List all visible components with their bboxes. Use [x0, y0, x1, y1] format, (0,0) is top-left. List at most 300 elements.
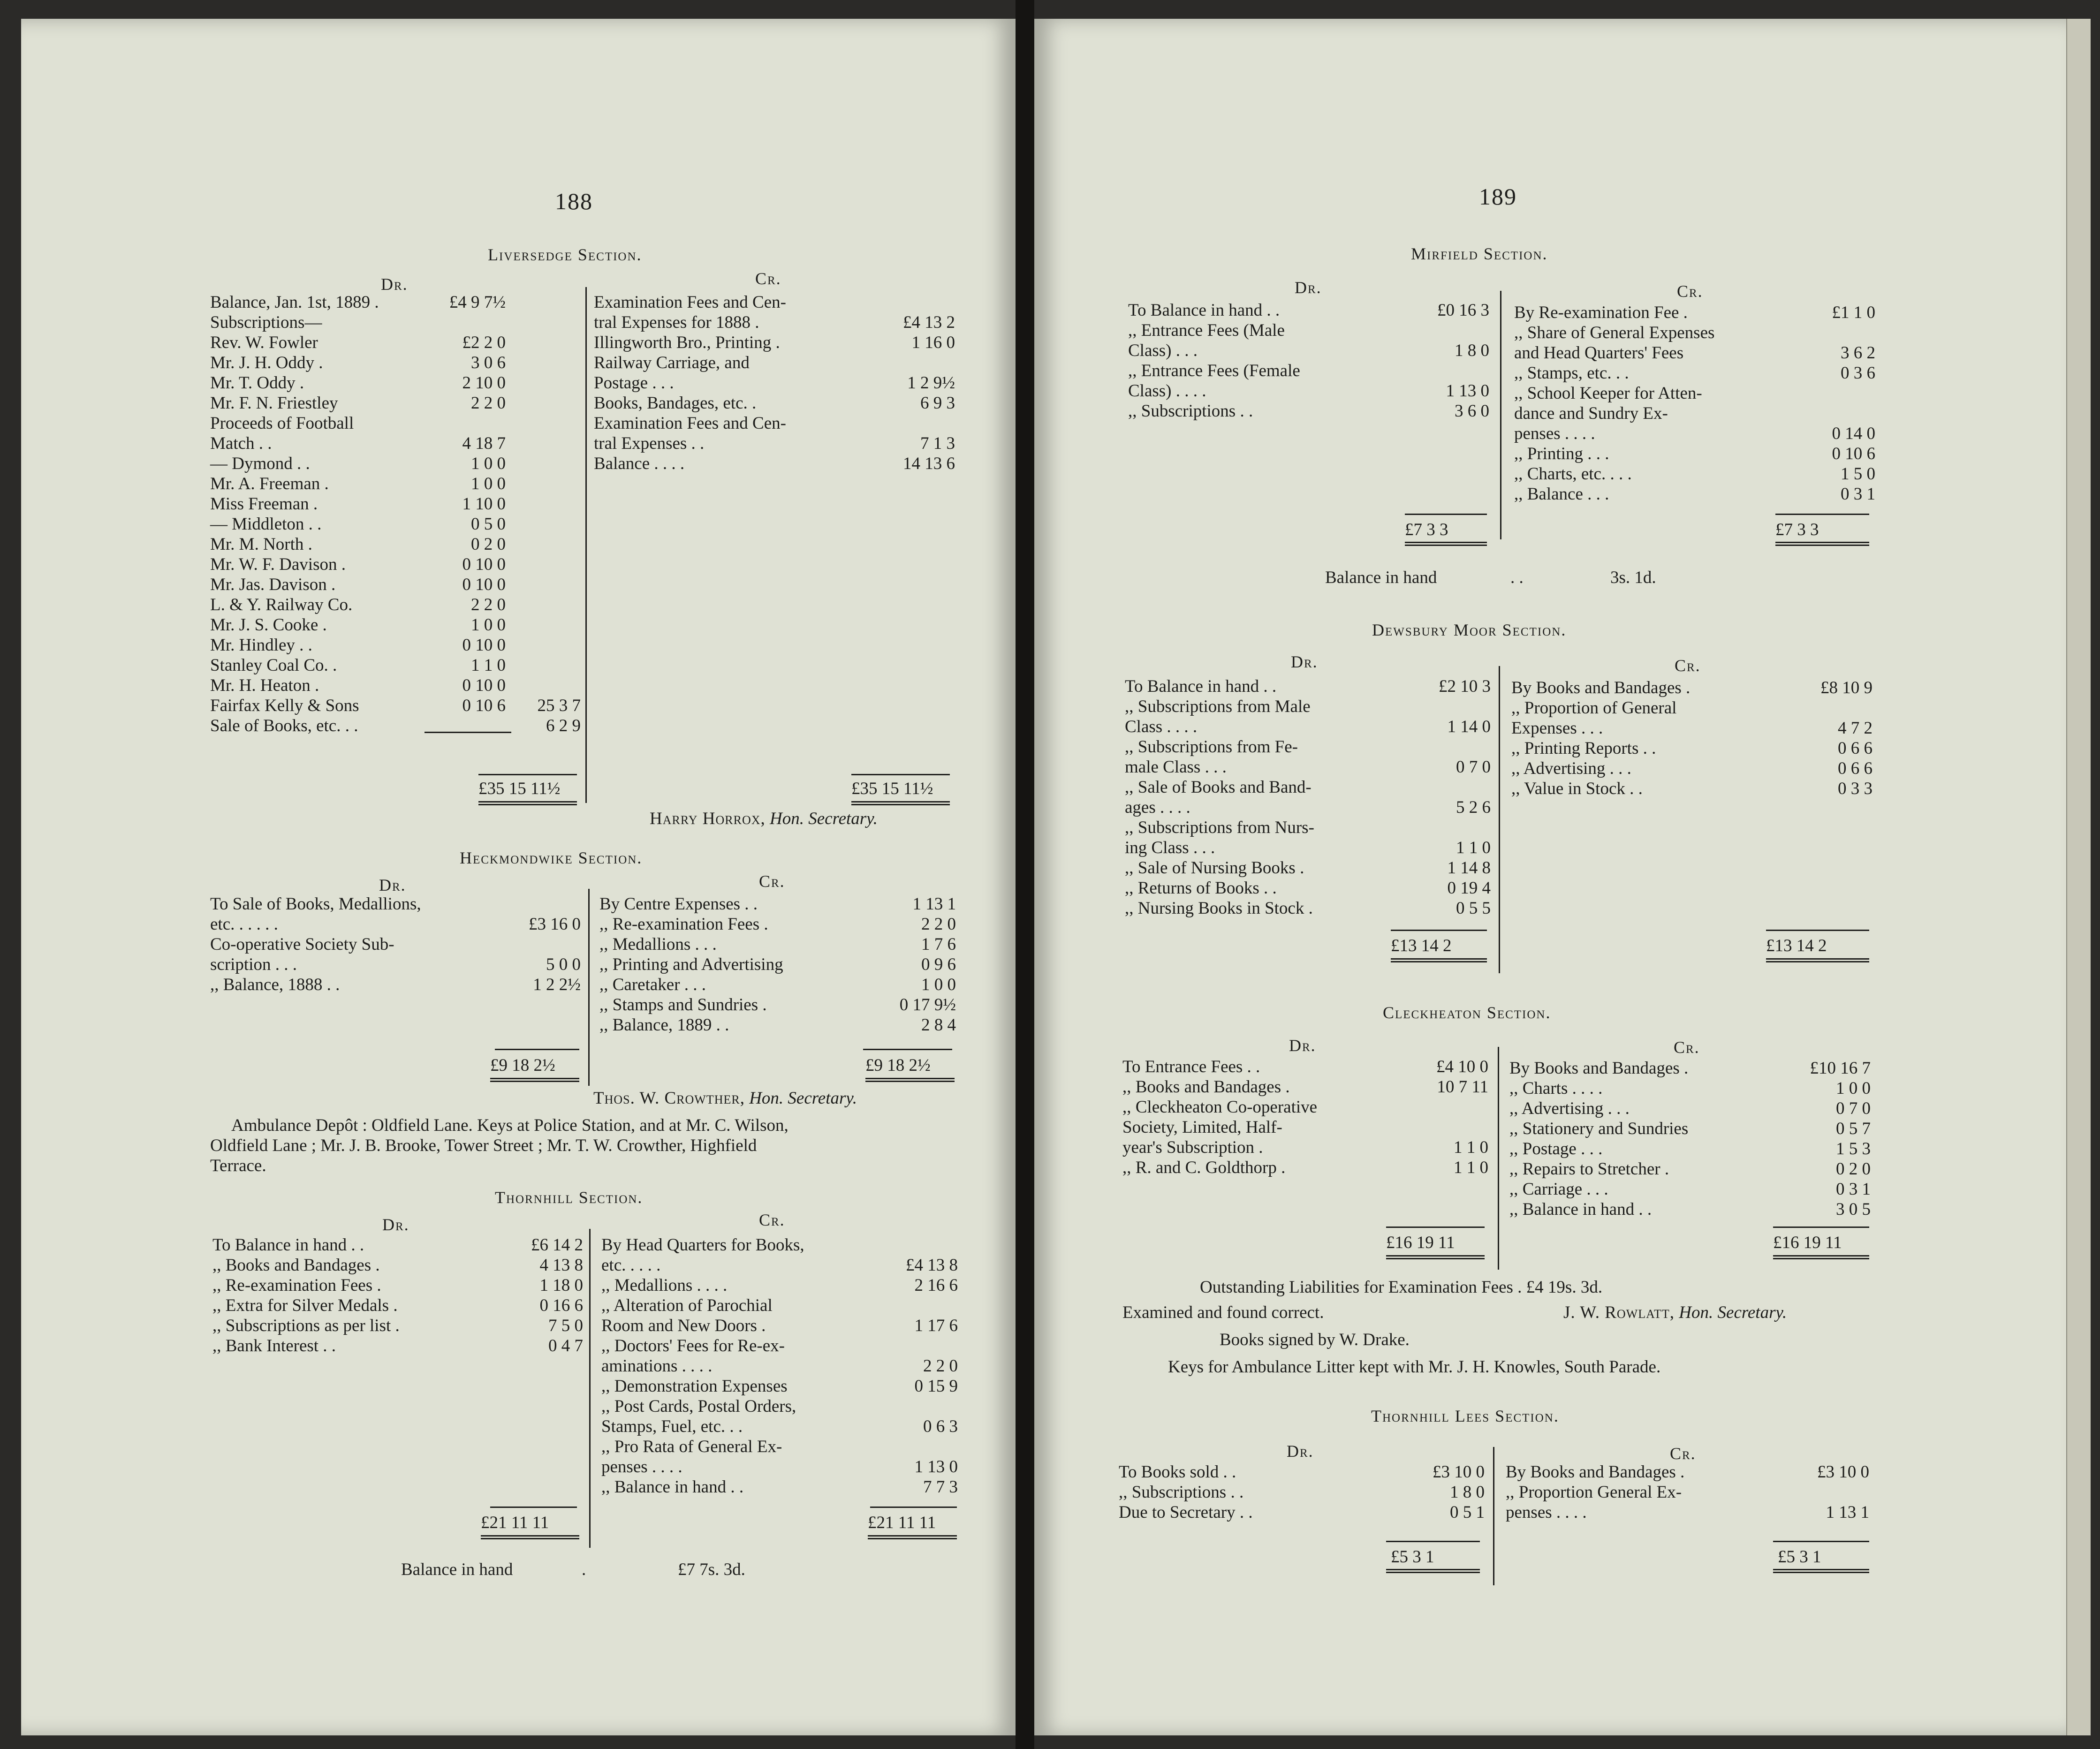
thornhill-divider	[589, 1229, 591, 1548]
ledger-row	[1511, 758, 1873, 779]
ledger-item-amount: 2 2 0	[471, 394, 506, 413]
ledger-item-description: Postage . . .	[594, 373, 674, 393]
ledger-item-amount: 0 7 0	[1836, 1099, 1871, 1118]
ledger-item-description: ,, Repairs to Stretcher .	[1509, 1159, 1669, 1179]
ledger-row	[1119, 1502, 1485, 1522]
ledger-item-amount: £4 9 7½	[449, 293, 506, 312]
cleckheaton-dr-label: Dr.	[1289, 1036, 1316, 1055]
thornhill-lees-credit-column	[1506, 1462, 1869, 1522]
ledger-item-description: By Re-examination Fee .	[1514, 303, 1688, 322]
ledger-row	[601, 1356, 958, 1376]
liversedge-dr-label: Dr.	[381, 275, 408, 294]
ledger-row	[210, 615, 581, 635]
ledger-item-description: Stamps, Fuel, etc. . .	[601, 1417, 743, 1436]
thornhill-lees-cr-total-rule	[1773, 1541, 1869, 1542]
ledger-row	[1506, 1482, 1869, 1502]
ledger-item-description: By Books and Bandages .	[1506, 1462, 1685, 1482]
ledger-item-amount: 2 2 0	[923, 1356, 958, 1376]
ledger-row	[1514, 403, 1875, 424]
liversedge-title: Liversedge Section.	[488, 245, 642, 264]
ledger-row	[601, 1255, 958, 1275]
ledger-item-amount: £10 16 7	[1810, 1059, 1871, 1078]
ledger-item-description: ,, Doctors' Fees for Re-ex-	[601, 1336, 785, 1355]
ledger-item-description: ,, Subscriptions . .	[1119, 1483, 1244, 1502]
ledger-item-description: ing Class . . .	[1125, 838, 1215, 857]
ledger-item-description: ,, Post Cards, Postal Orders,	[601, 1397, 796, 1416]
ledger-item-amount: 0 10 0	[462, 575, 506, 594]
ledger-item-description: Mr. A. Freeman .	[210, 474, 329, 493]
thornhill-lees-dr-total-rule	[1386, 1541, 1480, 1542]
ledger-row	[1125, 818, 1491, 838]
liversedge-divider	[585, 287, 587, 803]
ledger-item-description: penses . . . .	[601, 1457, 682, 1476]
ledger-item-description: ,, School Keeper for Atten-	[1514, 384, 1702, 403]
cleckheaton-dr-total-rule	[1386, 1227, 1485, 1228]
ledger-item-amount: 1 0 0	[471, 474, 506, 493]
ledger-item-description: Mr. F. N. Friestley	[210, 394, 338, 413]
ledger-row	[1514, 363, 1875, 383]
thornhill-lees-cr-label: Cr.	[1670, 1444, 1696, 1463]
mirfield-dr-total-double-rule	[1405, 542, 1487, 546]
ledger-item-description: Expenses . . .	[1511, 719, 1603, 738]
ledger-row	[594, 333, 955, 353]
ledger-row	[1514, 383, 1875, 403]
ledger-item-description: etc. . . . . .	[210, 915, 278, 934]
ledger-row	[1122, 1137, 1488, 1158]
cleckheaton-credit-column	[1509, 1058, 1871, 1219]
thornhill-cr-total-rule	[870, 1507, 957, 1508]
ledger-item-amount: £2 2 0	[462, 333, 506, 352]
ledger-item-amount: 7 5 0	[548, 1316, 583, 1335]
thornhill-balance-label: Balance in hand	[401, 1560, 513, 1579]
ledger-item-description: Rev. W. Fowler	[210, 333, 318, 352]
ledger-item-amount: 7 7 3	[923, 1477, 958, 1497]
ledger-row	[210, 454, 581, 474]
ledger-item-amount: 5 2 6	[1456, 798, 1491, 817]
ledger-item-description: ,, Printing Reports . .	[1511, 739, 1656, 758]
ledger-row	[210, 696, 581, 716]
ledger-row	[1122, 1057, 1488, 1077]
ledger-item-description: ,, Subscriptions from Male	[1125, 697, 1311, 716]
ledger-item-description: ,, Caretaker . . .	[599, 975, 706, 994]
ledger-row	[1125, 697, 1491, 717]
ledger-item-amount: 1 0 0	[921, 975, 956, 994]
ledger-item-description: ,, Returns of Books . .	[1125, 878, 1277, 898]
ledger-item-description: — Dymond . .	[210, 454, 310, 473]
ledger-item-amount: 14 13 6	[903, 454, 955, 473]
ledger-row	[601, 1376, 958, 1396]
heckmondwike-dr-label: Dr.	[379, 876, 406, 894]
cleckheaton-books-signed: Books signed by W. Drake.	[1220, 1330, 1410, 1349]
mirfield-cr-total-rule	[1775, 514, 1869, 515]
ledger-item-description: Examination Fees and Cen-	[594, 414, 786, 433]
heckmondwike-cr-label: Cr.	[759, 872, 785, 891]
ledger-item-amount: 1 18 0	[539, 1276, 583, 1295]
heckmondwike-debit-column	[210, 894, 581, 995]
ledger-row	[210, 373, 581, 393]
ledger-item-amount: 0 5 7	[1836, 1119, 1871, 1138]
ledger-item-amount: 4 13 8	[539, 1256, 583, 1275]
ledger-row	[1125, 797, 1491, 818]
liversedge-debit-column	[210, 292, 581, 736]
ledger-item-description: ,, Postage . . .	[1509, 1139, 1603, 1158]
dewsbury-moor-title: Dewsbury Moor Section.	[1372, 621, 1567, 639]
ledger-item-description: ,, Subscriptions from Nurs-	[1125, 818, 1314, 837]
cleckheaton-secretary-title: Hon. Secretary.	[1679, 1303, 1787, 1322]
ledger-item-description: ,, Stamps, etc. . .	[1514, 363, 1629, 383]
ledger-item-description: By Books and Bandages .	[1509, 1059, 1689, 1078]
ledger-item-amount: 2 8 4	[921, 1015, 956, 1035]
thornhill-credit-column	[601, 1235, 958, 1497]
liversedge-cr-label: Cr.	[755, 269, 781, 288]
ledger-row	[1509, 1159, 1871, 1179]
heckmondwike-signature	[593, 1088, 857, 1108]
ledger-item-amount: 1 13 0	[1446, 381, 1489, 401]
ledger-row	[210, 312, 581, 333]
ledger-item-amount: 1 8 0	[1450, 1483, 1485, 1502]
cleckheaton-dr-total: £16 19 11	[1386, 1233, 1455, 1252]
ledger-item-description: ,, Charts, etc. . . .	[1514, 464, 1632, 484]
ledger-item-description: ,, Pro Rata of General Ex-	[601, 1437, 782, 1456]
cleckheaton-examined-note: Examined and found correct.	[1122, 1303, 1324, 1322]
ledger-item-amount: 1 2 2½	[533, 975, 581, 994]
ledger-item-description: Mr. J. S. Cooke .	[210, 615, 327, 635]
cleckheaton-outstanding-liabilities: Outstanding Liabilities for Examination Fees . £4 19s. 3d.	[1200, 1278, 1603, 1297]
ledger-item-description: Due to Secretary . .	[1119, 1503, 1253, 1522]
thornhill-title: Thornhill Section.	[495, 1188, 643, 1207]
ledger-row	[1514, 424, 1875, 444]
thornhill-lees-dr-total: £5 3 1	[1391, 1547, 1434, 1567]
ledger-item-amount: 1 17 6	[914, 1316, 958, 1335]
ledger-item-description: Balance . . . .	[594, 454, 685, 473]
ledger-item-amount: 0 6 3	[923, 1417, 958, 1436]
ledger-row	[594, 393, 955, 413]
heckmondwike-note-line-3: Terrace.	[210, 1156, 266, 1175]
ledger-item-amount: 1 2 9½	[907, 373, 955, 393]
cleckheaton-debit-column	[1122, 1057, 1488, 1178]
ledger-item-amount: 2 10 0	[462, 373, 506, 393]
ledger-item-description: aminations . . . .	[601, 1356, 713, 1376]
ledger-row	[1514, 343, 1875, 363]
mirfield-balance-dots: . .	[1510, 568, 1524, 587]
ledger-item-description: ,, Re-examination Fees .	[599, 915, 768, 934]
ledger-item-description: Mr. T. Oddy .	[210, 373, 304, 393]
ledger-item-description: ,, Stamps and Sundries .	[599, 995, 767, 1015]
page-number-right: 189	[1479, 183, 1517, 210]
ledger-item-amount: 1 5 0	[1841, 464, 1875, 484]
ledger-item-amount: £8 10 9	[1820, 678, 1873, 697]
ledger-item-description: ,, Extra for Silver Medals .	[212, 1296, 398, 1315]
dewsbury-moor-cr-total-rule	[1766, 930, 1869, 931]
ledger-item-description: Railway Carriage, and	[594, 353, 750, 372]
ledger-item-description: ,, Sale of Nursing Books .	[1125, 858, 1304, 878]
ledger-item-amount: 1 0 0	[471, 615, 506, 635]
ledger-item-amount: £3 10 0	[1817, 1462, 1869, 1482]
mirfield-balance-label: Balance in hand	[1325, 568, 1437, 587]
ledger-row	[1128, 361, 1489, 381]
ledger-row	[210, 333, 581, 353]
ledger-item-description: ,, Advertising . . .	[1511, 759, 1631, 778]
ledger-row	[210, 393, 581, 413]
thornhill-cr-label: Cr.	[759, 1211, 785, 1229]
ledger-item-amount: 0 5 1	[1450, 1503, 1485, 1522]
ledger-row	[210, 954, 581, 975]
ledger-row	[1514, 303, 1875, 323]
ledger-item-description: ,, Balance in hand . .	[601, 1477, 744, 1497]
ledger-item-amount: 0 15 9	[914, 1377, 958, 1396]
cleckheaton-cr-total: £16 19 11	[1773, 1233, 1842, 1252]
ledger-row	[599, 954, 956, 975]
dewsbury-moor-dr-total-rule	[1391, 930, 1487, 931]
cleckheaton-divider	[1498, 1047, 1499, 1270]
dewsbury-moor-credit-column	[1511, 678, 1873, 799]
ledger-item-amount: 1 13 0	[914, 1457, 958, 1476]
heckmondwike-secretary-title: Hon. Secretary.	[749, 1089, 857, 1108]
ledger-item-amount: 2 2 0	[471, 595, 506, 614]
liversedge-dr-total-double-rule	[478, 801, 577, 805]
ledger-row	[210, 914, 581, 934]
ledger-row	[210, 474, 581, 494]
ledger-item-description: Illingworth Bro., Printing .	[594, 333, 780, 352]
ledger-row	[212, 1316, 583, 1336]
ledger-row	[594, 454, 955, 474]
ledger-row	[599, 1015, 956, 1035]
liversedge-signature	[650, 809, 878, 829]
mirfield-cr-total-double-rule	[1775, 542, 1869, 546]
ledger-row	[1509, 1139, 1871, 1159]
ledger-row	[1514, 323, 1875, 343]
page-edge	[2066, 19, 2091, 1735]
heckmondwike-cr-total-double-rule	[865, 1078, 955, 1082]
ledger-row	[210, 894, 581, 914]
ledger-item-amount: 1 14 0	[1447, 717, 1491, 736]
ledger-item-description: Class . . . .	[1125, 717, 1198, 736]
ledger-item-amount: 2 16 6	[914, 1276, 958, 1295]
heckmondwike-secretary-name: Thos. W. Crowther,	[593, 1089, 745, 1108]
ledger-item-description: ,, Entrance Fees (Female	[1128, 361, 1300, 380]
ledger-row	[210, 494, 581, 514]
ledger-row	[1509, 1058, 1871, 1078]
ledger-item-description: penses . . . .	[1506, 1503, 1587, 1522]
ledger-row	[1125, 777, 1491, 797]
ledger-item-amount: 1 13 1	[1826, 1503, 1869, 1522]
mirfield-title: Mirfield Section.	[1411, 244, 1548, 263]
ledger-item-amount: 0 5 0	[471, 515, 506, 534]
ledger-item-description: Mr. H. Heaton .	[210, 676, 319, 695]
ledger-row	[210, 716, 581, 736]
mirfield-dr-total-rule	[1405, 514, 1487, 515]
ledger-row	[210, 675, 581, 696]
ledger-item-amount: 1 1 0	[1456, 838, 1491, 857]
dewsbury-moor-dr-total: £13 14 2	[1391, 936, 1452, 955]
ledger-item-amount: £3 16 0	[529, 915, 581, 934]
cleckheaton-keys-note: Keys for Ambulance Litter kept with Mr. J. H. Knowles, South Parade.	[1168, 1357, 1661, 1377]
ledger-row	[210, 635, 581, 655]
ledger-row	[1128, 401, 1489, 421]
ledger-item-description: ,, Cleckheaton Co-operative	[1122, 1098, 1318, 1117]
ledger-row	[210, 554, 581, 575]
ledger-item-description: ,, Alteration of Parochial	[601, 1296, 773, 1315]
thornhill-dr-label: Dr.	[382, 1215, 409, 1234]
ledger-item-amount: 1 10 0	[462, 494, 506, 514]
ledger-item-description: ,, Nursing Books in Stock .	[1125, 899, 1313, 918]
ledger-row	[210, 413, 581, 433]
thornhill-lees-cr-total-double-rule	[1773, 1569, 1869, 1573]
ledger-item-amount: 0 10 6	[1832, 444, 1875, 463]
liversedge-dr-total-rule	[478, 774, 577, 775]
thornhill-lees-title: Thornhill Lees Section.	[1371, 1407, 1559, 1425]
thornhill-debit-column	[212, 1235, 583, 1356]
mirfield-debit-column	[1128, 300, 1489, 421]
ledger-item-amount: 0 3 6	[1841, 363, 1875, 383]
ledger-item-description: Co-operative Society Sub-	[210, 935, 394, 954]
heckmondwike-dr-total-rule	[495, 1049, 579, 1050]
ledger-row	[212, 1275, 583, 1295]
ledger-item-amount: 1 8 0	[1455, 341, 1489, 360]
ledger-row	[1122, 1158, 1488, 1178]
dewsbury-moor-dr-total-double-rule	[1391, 958, 1487, 962]
ledger-row	[1125, 737, 1491, 757]
thornhill-lees-debit-column	[1119, 1462, 1485, 1522]
ledger-row	[601, 1416, 958, 1437]
ledger-item-amount: 0 2 0	[1836, 1159, 1871, 1179]
ledger-item-amount: 0 7 0	[1456, 757, 1491, 777]
ledger-row	[212, 1295, 583, 1316]
ledger-item-description: Proceeds of Football	[210, 414, 354, 433]
ledger-row	[210, 433, 581, 454]
ledger-row	[1125, 676, 1491, 697]
ledger-item-description: etc. . . . .	[601, 1256, 661, 1275]
ledger-item-description: ,, Books and Bandages .	[1122, 1077, 1290, 1097]
ledger-row	[1509, 1119, 1871, 1139]
ledger-item-description: ,, Stationery and Sundries	[1509, 1119, 1689, 1138]
ledger-item-description: Class) . . .	[1128, 341, 1198, 360]
ledger-item-description: Room and New Doors .	[601, 1316, 766, 1335]
dewsbury-moor-divider	[1499, 666, 1500, 973]
ledger-item-description: tral Expenses . .	[594, 434, 705, 453]
ledger-item-description: ,, Printing . . .	[1514, 444, 1609, 463]
ledger-item-description: ,, Balance in hand . .	[1509, 1200, 1652, 1219]
thornhill-dr-total-rule	[490, 1507, 577, 1508]
ledger-row	[594, 373, 955, 393]
ledger-item-amount: 0 5 5	[1456, 899, 1491, 918]
cleckheaton-cr-total-double-rule	[1773, 1255, 1869, 1259]
ledger-item-amount: 3 0 5	[1836, 1200, 1871, 1219]
ledger-row	[1125, 878, 1491, 898]
ledger-item-amount: 0 10 0	[462, 676, 506, 695]
ledger-item-amount: 0 10 6	[462, 696, 506, 715]
thornhill-cr-total: £21 11 11	[868, 1513, 936, 1532]
mirfield-dr-label: Dr.	[1295, 278, 1322, 297]
ledger-row	[601, 1235, 958, 1255]
ledger-item-description: ,, Entrance Fees (Male	[1128, 321, 1285, 340]
ledger-item-description: scription . . .	[210, 955, 297, 974]
ledger-item-description: ,, Subscriptions . .	[1128, 401, 1253, 421]
ledger-row	[1511, 678, 1873, 698]
cleckheaton-cr-label: Cr.	[1674, 1038, 1700, 1057]
ledger-item-total-amount: 6 2 9	[546, 716, 581, 735]
ledger-row	[1514, 464, 1875, 484]
ledger-item-description: ,, Sale of Books and Band-	[1125, 778, 1312, 797]
thornhill-balance-dot: .	[582, 1560, 586, 1579]
ledger-item-amount: 0 10 0	[462, 636, 506, 655]
ledger-row	[1119, 1482, 1485, 1502]
mirfield-cr-total: £7 3 3	[1775, 520, 1819, 539]
ledger-row	[210, 514, 581, 534]
ledger-row	[594, 433, 955, 454]
ledger-item-description: L. & Y. Railway Co.	[210, 595, 353, 614]
ledger-item-description: To Balance in hand . .	[212, 1235, 364, 1255]
thornhill-dr-total: £21 11 11	[481, 1513, 549, 1532]
ledger-item-amount: £6 14 2	[531, 1235, 583, 1255]
ledger-item-amount: 0 3 3	[1838, 779, 1873, 798]
ledger-row	[212, 1336, 583, 1356]
ledger-item-description: ,, Balance . . .	[1514, 485, 1609, 504]
ledger-item-amount: 0 17 9½	[899, 995, 956, 1015]
ledger-row	[212, 1255, 583, 1275]
liversedge-cr-total: £35 15 11½	[851, 779, 933, 798]
ledger-item-description: Stanley Coal Co. .	[210, 656, 337, 675]
thornhill-lees-divider	[1493, 1447, 1494, 1585]
ledger-item-amount: 4 18 7	[462, 434, 506, 453]
ledger-item-description: Match . .	[210, 434, 272, 453]
ledger-item-amount: 1 5 3	[1836, 1139, 1871, 1158]
ledger-row	[1511, 718, 1873, 738]
ledger-row	[1514, 484, 1875, 504]
ledger-item-amount: 0 4 7	[548, 1336, 583, 1355]
heckmondwike-cr-total: £9 18 2½	[865, 1056, 931, 1075]
liversedge-secretary-title: Hon. Secretary.	[770, 809, 878, 828]
ledger-item-amount: 7 1 3	[920, 434, 955, 453]
ledger-item-amount: £1 1 0	[1832, 303, 1875, 322]
ledger-item-amount: 1 14 8	[1447, 858, 1491, 878]
ledger-row	[599, 934, 956, 954]
thornhill-dr-total-double-rule	[481, 1535, 579, 1539]
ledger-item-amount: 1 13 1	[912, 894, 956, 914]
ledger-row	[599, 914, 956, 934]
ledger-item-description: Miss Freeman .	[210, 494, 318, 514]
ledger-item-amount: 0 3 1	[1841, 485, 1875, 504]
cleckheaton-dr-total-double-rule	[1386, 1255, 1485, 1259]
ledger-item-description: Subscriptions—	[210, 313, 322, 332]
ledger-item-description: penses . . . .	[1514, 424, 1595, 443]
ledger-item-description: Books, Bandages, etc. .	[594, 394, 757, 413]
ledger-item-amount: 1 1 0	[1454, 1138, 1488, 1157]
ledger-item-description: To Sale of Books, Medallions,	[210, 894, 421, 914]
ledger-item-description: Society, Limited, Half-	[1122, 1118, 1282, 1137]
cleckheaton-cr-total-rule	[1773, 1227, 1869, 1228]
ledger-item-description: Sale of Books, etc. . .	[210, 716, 358, 735]
ledger-row	[1125, 757, 1491, 777]
ledger-row	[1128, 320, 1489, 341]
ledger-row	[601, 1316, 958, 1336]
heckmondwike-dr-total-double-rule	[490, 1078, 579, 1082]
ledger-row	[1119, 1462, 1485, 1482]
ledger-item-amount: 0 16 6	[539, 1296, 583, 1315]
ledger-row	[1511, 779, 1873, 799]
ledger-row	[599, 995, 956, 1015]
ledger-item-amount: £4 13 2	[903, 313, 955, 332]
ledger-row	[1125, 858, 1491, 878]
ledger-item-amount: 0 9 6	[921, 955, 956, 974]
ledger-item-description: ,, Advertising . . .	[1509, 1099, 1630, 1118]
heckmondwike-cr-total-rule	[863, 1049, 952, 1050]
mirfield-dr-total: £7 3 3	[1405, 520, 1448, 539]
ledger-row	[1509, 1078, 1871, 1098]
heckmondwike-note-line-2: Oldfield Lane ; Mr. J. B. Brooke, Tower Street ; Mr. T. W. Crowther, Highfield	[210, 1136, 757, 1155]
ledger-row	[594, 292, 955, 312]
ledger-item-amount: 3 6 0	[1455, 401, 1489, 421]
